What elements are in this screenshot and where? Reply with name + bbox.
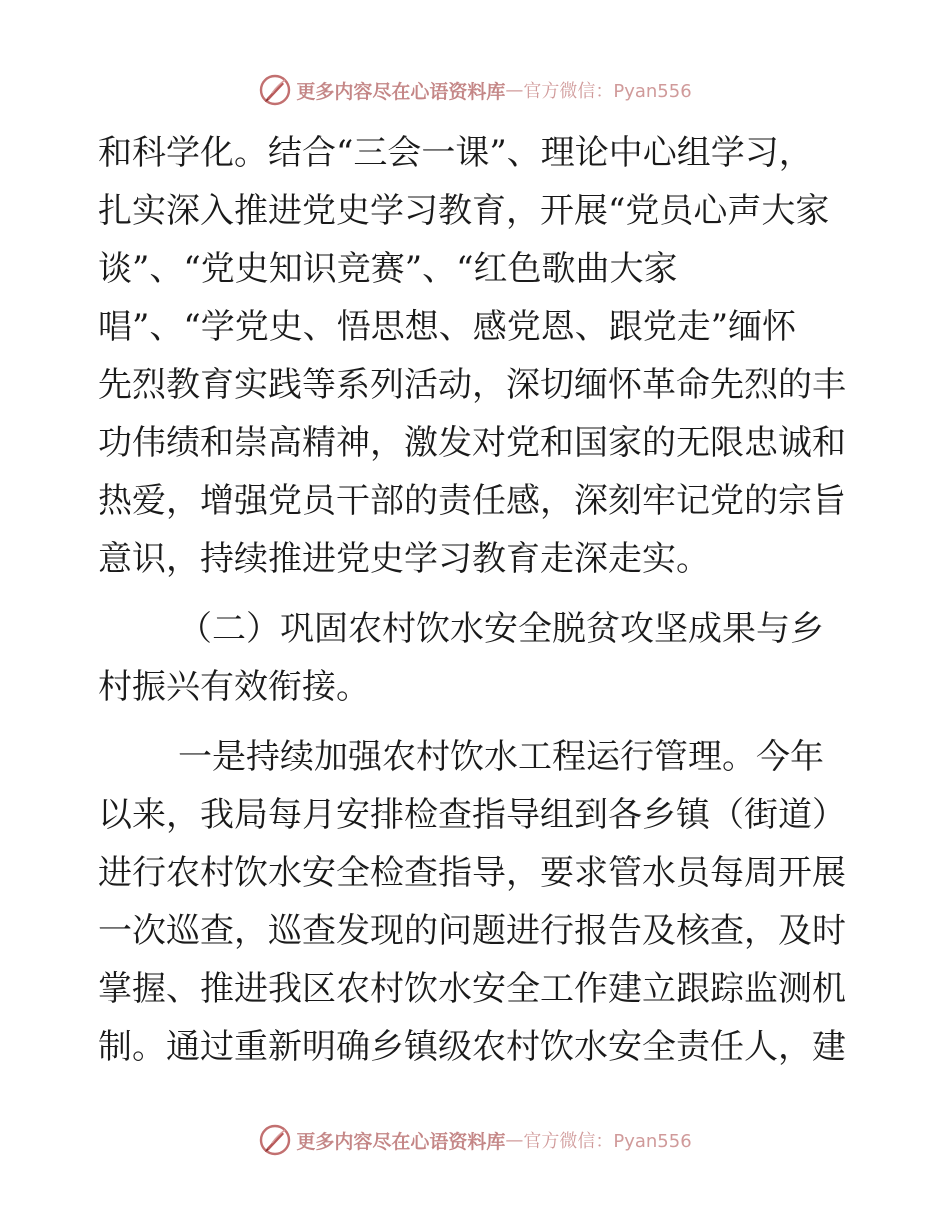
text-line: 和科学化。结合“三会一课”、理论中心组学习， — [98, 133, 813, 173]
watermark-dash: — — [505, 1129, 524, 1151]
text-line: 制。通过重新明确乡镇级农村饮水安全责任人，建 — [98, 1027, 846, 1067]
watermark-dash: — — [505, 79, 524, 101]
text-line: 一是持续加强农村饮水工程运行管理。今年 — [178, 737, 824, 777]
text-line: 先烈教育实践等系列活动，深切缅怀革命先烈的丰 — [98, 365, 846, 405]
body-text — [98, 124, 850, 1076]
watermark-main-text: 更多内容尽在心语资料库 — [296, 80, 506, 103]
text-line: 功伟绩和崇高精神，激发对党和国家的无限忠诚和 — [98, 423, 846, 463]
watermark-sub-text: 官方微信：Pyan556 — [523, 1131, 692, 1152]
watermark-main-text: 更多内容尽在心语资料库 — [296, 1130, 506, 1153]
heading-line: 村振兴有效衔接。 — [98, 667, 370, 707]
text-line: 唱”、“学党史、悟思想、感党恩、跟党走”缅怀 — [98, 307, 797, 347]
header-watermark — [0, 70, 950, 110]
text-line: 热爱，增强党员干部的责任感，深刻牢记党的宗旨 — [98, 481, 846, 521]
quill-pen-circle-icon — [258, 73, 292, 107]
text-line: 谈”、“党史知识竞赛”、“红色歌曲大家 — [98, 249, 678, 289]
watermark-sub-text: 官方微信：Pyan556 — [523, 81, 692, 102]
quill-pen-circle-icon — [258, 1123, 292, 1157]
text-line: 进行农村饮水安全检查指导，要求管水员每周开展 — [98, 853, 846, 893]
text-line: 掌握、推进我区农村饮水安全工作建立跟踪监测机 — [98, 969, 846, 1009]
section-heading — [98, 600, 850, 716]
text-line: 扎实深入推进党史学习教育，开展“党员心声大家 — [98, 191, 830, 231]
footer-watermark — [0, 1120, 950, 1160]
text-line: 以来，我局每月安排检查指导组到各乡镇（街道） — [98, 795, 846, 835]
paragraph-1 — [98, 124, 850, 588]
heading-line: （二）巩固农村饮水安全脱贫攻坚成果与乡 — [178, 609, 824, 649]
text-line: 一次巡查，巡查发现的问题进行报告及核查，及时 — [98, 911, 846, 951]
paragraph-3 — [98, 728, 850, 1076]
text-line: 意识，持续推进党史学习教育走深走实。 — [98, 539, 710, 579]
